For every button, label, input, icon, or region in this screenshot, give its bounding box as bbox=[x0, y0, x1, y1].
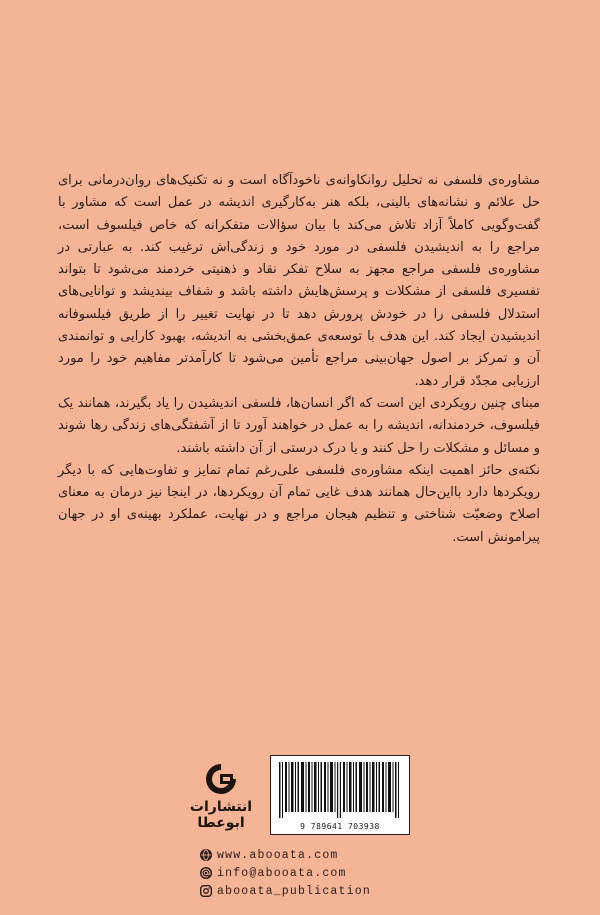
blurb-text bbox=[58, 170, 540, 549]
blurb-paragraph-1: مشاوره‌ی فلسفی نه تحلیل روانکاوانه‌ی ناخودآگاه است و نه تکنیک‌های روان‌درمانی برای حل علائم و نشانه‌های بالینی، بلکه هنر به‌کارگیری اندیشه در عمل است که مشاور با گفت‌وگویی کاملاً آزاد تلاش می‌کند با بیان سؤالات متفکرانه که خاص فیلسوف است، مراجع را به اندیشیدن فلسفی در مورد خود و زندگی‌اش ترغیب کند. به عبارتی در مشاوره‌ی فلسفی مراجع مجهز به سلاح تفکر نقاد و ذهنیتی خردمند می‌شود تا بتواند تفسیری فلسفی از مشکلات و پرسش‌هایش داشته باشد و شفاف بیندیشد و توانایی‌های استدلال فلسفی را در خودش پرورش دهد تا در نهایت تغییر را از طریق فیلسوفانه اندیشیدن ایجاد کند. این هدف با توسعه‌ی عمق‌بخشی به اندیشه، بهبود کارایی و توانمندی آن و تمرکز بر اصول جهان‌بینی مراجع تأمین می‌شود تا کارآمدتر مفاهیم خود را مورد ارزیابی مجدّد قرار دهد. bbox=[58, 173, 540, 389]
publisher-name-line-2: ابوعطا bbox=[197, 815, 245, 831]
publisher-name-line-1: انتشارات bbox=[189, 799, 253, 815]
publisher-name bbox=[180, 799, 262, 831]
contact-email[interactable] bbox=[200, 864, 400, 882]
blurb-paragraph-2: مبنای چنین رویکردی این است که اگر انسان‌ها، فلسفی اندیشیدن را یاد بگیرند، همانند یک فیلسوف، خردمندانه، اندیشه را به عمل در خواهند آورد تا از آشفتگی‌های زندگی رها شوند و مسائل و مشکلات را حل کنند و یا درک درستی از آن داشته باشند. bbox=[58, 395, 540, 456]
barcode-bars bbox=[277, 762, 403, 818]
barcode-number: 9 789641 703938 bbox=[300, 822, 380, 831]
email-address[interactable]: info@abooata.com bbox=[217, 866, 347, 880]
publisher-block bbox=[180, 755, 410, 835]
instagram-handle[interactable]: abooata_publication bbox=[217, 884, 371, 898]
blurb-paragraph-3: نکته‌ی حائز اهمیت اینکه مشاوره‌ی فلسفی علی‌رغم تمام تمایز و تفاوت‌هایی که با دیگر رویکردها دارد بااین‌حال همانند هدف غایی تمام آن رویکردها، در اینجا نیز درمان به معنای اصلاح وضعیّت شناختی و تنظیم هیجان مراجع و در نهایت، عملکرد بهینه‌ی او در جهان پیرامونش است. bbox=[58, 462, 540, 545]
contact-website[interactable] bbox=[200, 846, 400, 864]
at-sign-icon bbox=[200, 867, 212, 879]
globe-icon bbox=[200, 849, 212, 861]
isbn-barcode bbox=[270, 755, 410, 835]
instagram-icon bbox=[200, 885, 212, 897]
contact-list bbox=[200, 846, 400, 900]
publisher-logo bbox=[180, 755, 260, 835]
website-url[interactable]: www.abooata.com bbox=[217, 848, 339, 862]
contact-instagram[interactable] bbox=[200, 882, 400, 900]
publisher-logo-mark-icon bbox=[203, 761, 239, 797]
